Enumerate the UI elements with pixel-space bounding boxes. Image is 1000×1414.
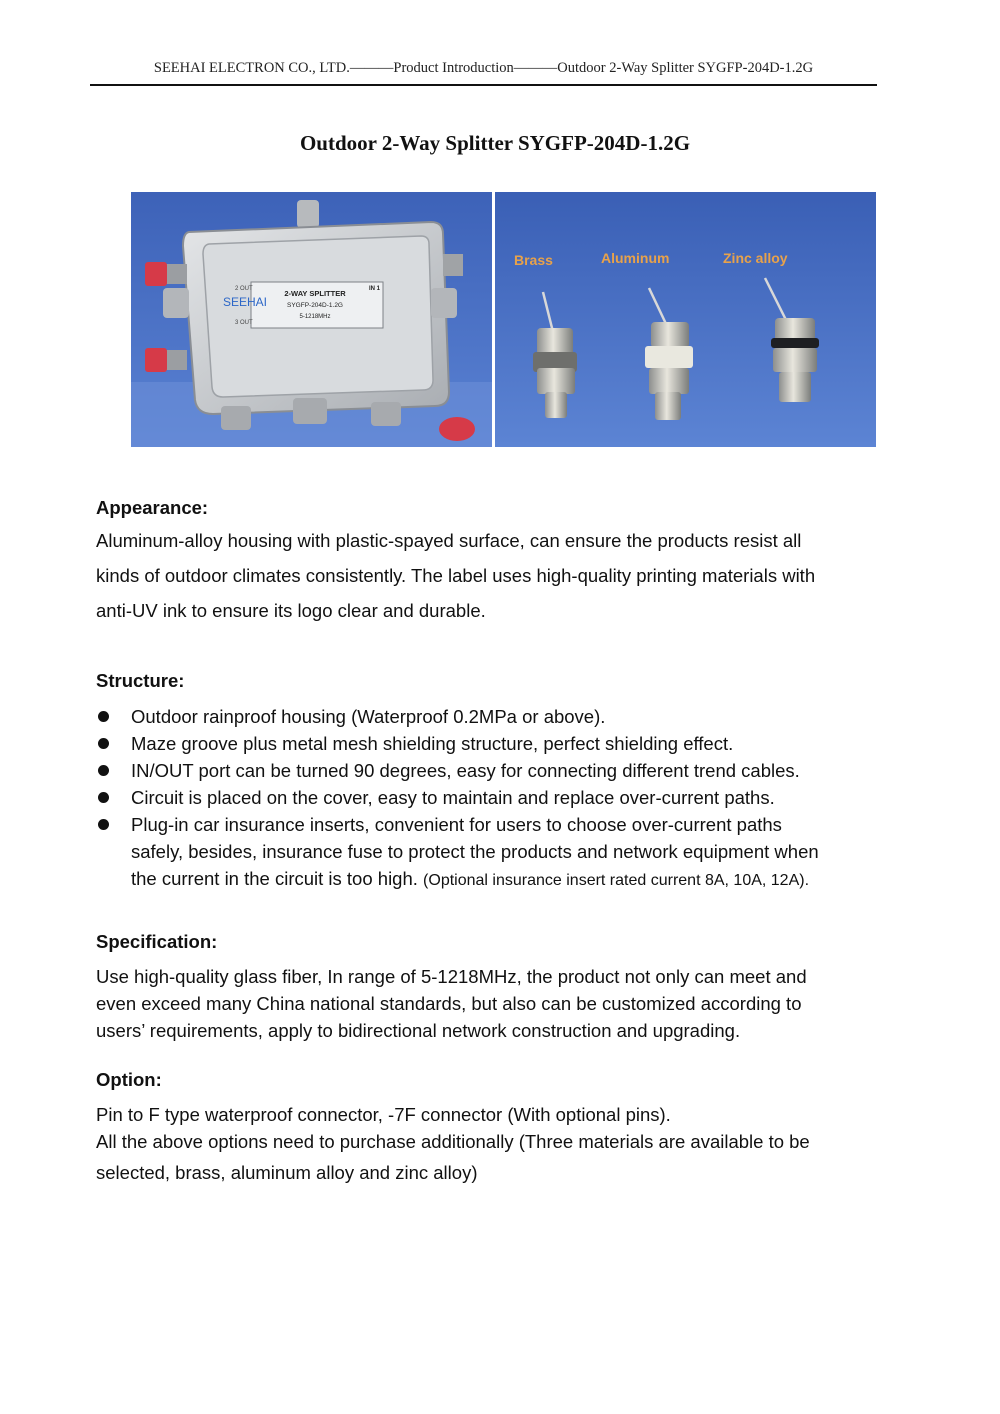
- appearance-text: [96, 523, 896, 628]
- material-label-aluminum: Aluminum: [601, 250, 670, 266]
- appearance-heading: Appearance:: [96, 497, 209, 518]
- option-heading: Option:: [96, 1069, 162, 1090]
- structure-item-5-line-3: the current in the circuit is too high.: [131, 868, 418, 889]
- specification-text: [96, 963, 896, 1044]
- structure-section: [96, 669, 896, 894]
- appearance-line-2: kinds of outdoor climates consistently. The label uses high-quality printing materials with: [96, 565, 816, 586]
- structure-item-4: Circuit is placed on the cover, easy to maintain and replace over-current paths.: [96, 784, 896, 811]
- option-line-2: All the above options need to purchase additionally (Three materials are available to be: [96, 1131, 810, 1152]
- appearance-section: [96, 496, 896, 628]
- option-text: [96, 1101, 896, 1155]
- structure-list: [96, 703, 896, 894]
- structure-item-5-line-2: safely, besides, insurance fuse to protect the products and network equipment when: [131, 841, 819, 862]
- specification-line-1: Use high-quality glass fiber, In range of 5-1218MHz, the product not only can meet and: [96, 966, 807, 987]
- document-title: Outdoor 2-Way Splitter SYGFP-204D-1.2G: [299, 131, 691, 155]
- label-range-text: 5-1218MHz: [299, 314, 331, 320]
- label-port-in: IN 1: [369, 286, 381, 292]
- header-rule: [90, 84, 877, 86]
- label-model-text: SYGFP-204D-1.2G: [287, 302, 343, 309]
- structure-item-5-note: (Optional insurance insert rated current 8A, 10A, 12A).: [423, 872, 810, 889]
- option-text-cont: [96, 1155, 896, 1190]
- material-label-brass: Brass: [514, 252, 553, 268]
- label-name-text: 2-WAY SPLITTER: [284, 289, 346, 298]
- structure-item-2: Maze groove plus metal mesh shielding structure, perfect shielding effect.: [96, 730, 896, 757]
- structure-item-5-line-1: Plug-in car insurance inserts, convenient for users to choose over-current paths: [131, 814, 782, 835]
- specification-line-3: users’ requirements, apply to bidirectional network construction and upgrading.: [96, 1020, 741, 1041]
- structure-item-3: IN/OUT port can be turned 90 degrees, easy for connecting different trend cables.: [96, 757, 896, 784]
- label-port-out3: 3 OUT: [235, 320, 253, 326]
- product-photos-svg: [131, 192, 876, 447]
- material-label-zinc-alloy: Zinc alloy: [723, 250, 788, 266]
- label-brand-text: SEEHAI: [223, 295, 268, 309]
- option-line-3: selected, brass, aluminum alloy and zinc alloy): [96, 1162, 478, 1183]
- appearance-line-3: anti-UV ink to ensure its logo clear and durable.: [96, 600, 486, 621]
- specification-section: [96, 930, 896, 1044]
- product-photos: [131, 192, 876, 447]
- specification-line-2: even exceed many China national standards, but also can be customized according to: [96, 993, 802, 1014]
- structure-item-1: Outdoor rainproof housing (Waterproof 0.2MPa or above).: [96, 703, 896, 730]
- specification-heading: Specification:: [96, 931, 218, 952]
- option-section: [96, 1068, 896, 1190]
- option-line-1: Pin to F type waterproof connector, -7F connector (With optional pins).: [96, 1104, 671, 1125]
- label-port-out2: 2 OUT: [235, 286, 253, 292]
- connectors-photo: [495, 192, 876, 447]
- structure-item-5: [96, 811, 896, 894]
- structure-heading: Structure:: [96, 670, 185, 691]
- appearance-line-1: Aluminum-alloy housing with plastic-spayed surface, can ensure the products resist all: [96, 530, 802, 551]
- splitter-photo: [131, 192, 492, 447]
- page-header: SEEHAI ELECTRON CO., LTD.———Product Introduction———Outdoor 2-Way Splitter SYGFP-204D-1.2G: [153, 60, 814, 76]
